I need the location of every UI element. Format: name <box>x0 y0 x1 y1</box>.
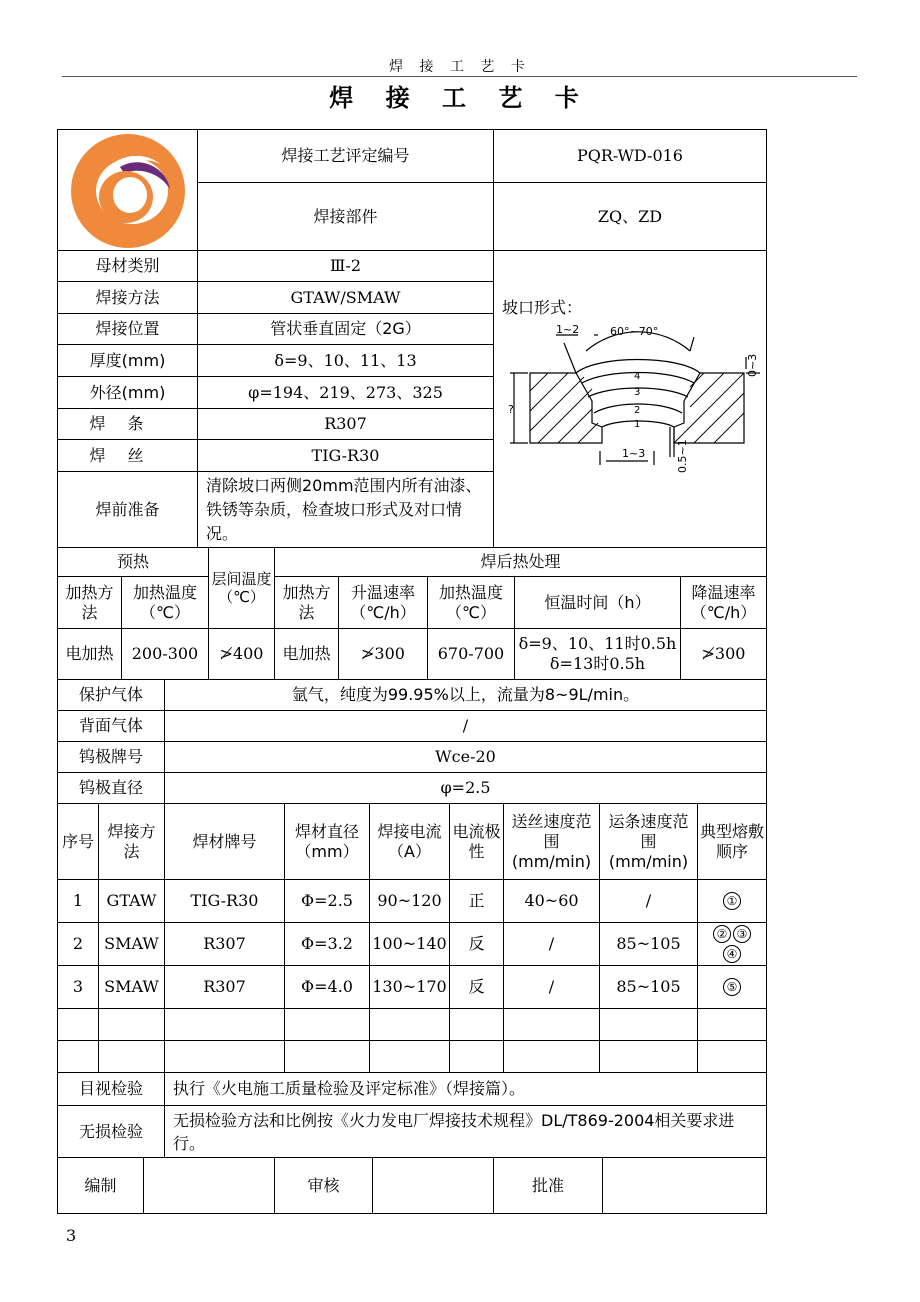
param-header: 焊材直径（mm） <box>284 803 370 880</box>
param-cell: / <box>503 922 600 966</box>
param-cell: 40~60 <box>503 879 600 923</box>
prep-text: 清除坡口两侧20mm范围内所有油漆、铁锈等杂质，检查坡口形式及对口情况。 <box>197 471 494 548</box>
param-cell: SMAW <box>98 922 165 966</box>
inspection-label: 无损检验 <box>57 1105 165 1158</box>
gas-value: Wce-20 <box>164 741 767 773</box>
empty-cell <box>697 1008 767 1041</box>
base-value: Ⅲ-2 <box>197 250 494 282</box>
groove-diagram <box>494 251 764 545</box>
param-cell: R307 <box>164 965 285 1009</box>
param-cell: 反 <box>449 965 504 1009</box>
sub-header: 加热温度（℃） <box>427 576 515 629</box>
base-value: δ=9、10、11、13 <box>197 344 494 377</box>
empty-cell <box>98 1040 165 1073</box>
sub-header: 加热温度（℃） <box>121 576 209 629</box>
empty-cell <box>449 1040 504 1073</box>
empty-cell <box>449 1008 504 1041</box>
empty-cell <box>284 1040 370 1073</box>
empty-cell <box>164 1040 285 1073</box>
gas-value: / <box>164 710 767 742</box>
param-header: 电流极性 <box>449 803 504 880</box>
sequence-mark: ⑤ <box>723 978 741 996</box>
param-header: 序号 <box>57 803 99 880</box>
sign-field <box>372 1157 494 1214</box>
sequence-mark: ② <box>713 925 731 943</box>
pqr-value: PQR-WD-016 <box>493 129 767 183</box>
param-cell: Φ=2.5 <box>284 879 370 923</box>
sign-label: 批准 <box>493 1157 603 1214</box>
hold-time <box>514 628 681 680</box>
hold-time-line: δ=13时0.5h <box>549 654 646 673</box>
param-cell: 90~120 <box>369 879 450 923</box>
page-title: 焊 接 工 艺 卡 <box>329 84 591 112</box>
empty-cell <box>369 1008 450 1041</box>
param-cell: / <box>599 879 698 923</box>
sequence-mark: ① <box>723 892 741 910</box>
param-cell: R307 <box>164 922 285 966</box>
sign-label: 编制 <box>57 1157 144 1214</box>
empty-cell <box>697 1040 767 1073</box>
gas-label: 背面气体 <box>57 710 165 742</box>
param-header: 焊材牌号 <box>164 803 285 880</box>
cool-rate: ≯300 <box>680 628 767 680</box>
param-cell: TIG-R30 <box>164 879 285 923</box>
prep-label: 焊前准备 <box>57 471 198 548</box>
preheat-method: 电加热 <box>57 628 122 680</box>
gas-value: 氩气，纯度为99.95%以上，流量为8~9L/min。 <box>164 679 767 711</box>
param-header: 送丝速度范围(mm/min) <box>503 803 600 880</box>
param-cell: SMAW <box>98 965 165 1009</box>
param-cell: / <box>503 965 600 1009</box>
empty-cell <box>599 1040 698 1073</box>
base-label: 焊条 <box>57 408 198 440</box>
param-header: 典型熔敷顺序 <box>697 803 767 880</box>
pass-3: 3 <box>634 387 641 398</box>
empty-cell <box>503 1040 600 1073</box>
inspection-label: 目视检验 <box>57 1072 165 1106</box>
param-cell: 2 <box>57 922 99 966</box>
hold-time-line: δ=9、10、11时0.5h <box>518 634 677 653</box>
inspection-value: 无损检验方法和比例按《火力发电厂焊接技术规程》DL/T869-2004相关要求进行。 <box>164 1105 767 1158</box>
empty-cell <box>57 1040 99 1073</box>
pass-4: 4 <box>634 371 641 382</box>
groove-root-gap: 0.5~1 <box>676 439 689 473</box>
base-label: 焊接位置 <box>57 313 198 345</box>
interpass-temp: ≯400 <box>208 628 275 680</box>
empty-cell <box>369 1040 450 1073</box>
part-value: ZQ、ZD <box>493 182 767 251</box>
empty-cell <box>503 1008 600 1041</box>
param-cell <box>697 922 767 966</box>
header-rule <box>62 76 857 77</box>
running-header: 焊 接 工 艺 卡 <box>389 59 531 75</box>
post-method: 电加热 <box>274 628 339 680</box>
param-cell: Φ=4.0 <box>284 965 370 1009</box>
base-value: R307 <box>197 408 494 440</box>
sub-header: 升温速率（℃/h） <box>338 576 428 629</box>
empty-cell <box>284 1008 370 1041</box>
param-cell: 85~105 <box>599 965 698 1009</box>
rise-rate: ≯300 <box>338 628 428 680</box>
post-temp: 670-700 <box>427 628 515 680</box>
empty-cell <box>98 1008 165 1041</box>
param-header: 焊接电流（A） <box>369 803 450 880</box>
inspection-value: 执行《火电施工质量检验及评定标准》（焊接篇）。 <box>164 1072 767 1106</box>
logo-cell <box>57 129 198 251</box>
interpass-header: 层间温度（℃） <box>208 547 275 629</box>
sub-header: 加热方法 <box>274 576 339 629</box>
gas-label: 钨极直径 <box>57 772 165 804</box>
pwht-header: 焊后热处理 <box>274 547 767 577</box>
pass-2: 2 <box>634 405 641 416</box>
part-label: 焊接部件 <box>197 182 494 251</box>
base-label: 厚度(mm) <box>57 344 198 377</box>
sign-label: 审核 <box>274 1157 373 1214</box>
company-logo <box>66 131 190 249</box>
gas-value: φ=2.5 <box>164 772 767 804</box>
base-value: φ=194、219、273、325 <box>197 376 494 409</box>
param-cell <box>697 965 767 1009</box>
param-cell: Φ=3.2 <box>284 922 370 966</box>
empty-cell <box>599 1008 698 1041</box>
groove-thickness: ? <box>508 403 514 416</box>
empty-cell <box>57 1008 99 1041</box>
sign-field <box>143 1157 275 1214</box>
base-value: TIG-R30 <box>197 439 494 472</box>
base-value: 管状垂直固定（2G） <box>197 313 494 345</box>
param-cell <box>697 879 767 923</box>
base-label: 外径(mm) <box>57 376 198 409</box>
groove-angle: 60°~70° <box>610 325 659 338</box>
groove-land: 1~3 <box>622 447 646 460</box>
param-cell: 85~105 <box>599 922 698 966</box>
sequence-mark: ③ <box>733 925 751 943</box>
sub-header: 降温速率（℃/h） <box>680 576 767 629</box>
pqr-label: 焊接工艺评定编号 <box>197 129 494 183</box>
preheat-header: 预热 <box>57 547 209 577</box>
param-cell: 100~140 <box>369 922 450 966</box>
param-header: 运条速度范围(mm/min) <box>599 803 698 880</box>
param-header: 焊接方法 <box>98 803 165 880</box>
groove-root-face: 0~3 <box>746 353 759 377</box>
gas-label: 保护气体 <box>57 679 165 711</box>
param-cell: GTAW <box>98 879 165 923</box>
pass-1: 1 <box>634 419 641 430</box>
empty-cell <box>164 1008 285 1041</box>
param-cell: 3 <box>57 965 99 1009</box>
base-value: GTAW/SMAW <box>197 281 494 314</box>
base-label: 焊接方法 <box>57 281 198 314</box>
page-number: 3 <box>66 1226 77 1245</box>
base-label: 母材类别 <box>57 250 198 282</box>
sequence-mark: ④ <box>723 945 741 963</box>
sign-field <box>602 1157 767 1214</box>
gas-label: 钨极牌号 <box>57 741 165 773</box>
sub-header: 加热方法 <box>57 576 122 629</box>
param-cell: 正 <box>449 879 504 923</box>
groove-label: 坡口形式： <box>502 298 583 317</box>
base-label: 焊丝 <box>57 439 198 472</box>
sub-header: 恒温时间（h） <box>514 576 681 629</box>
preheat-temp: 200-300 <box>121 628 209 680</box>
groove-cell <box>493 250 767 548</box>
groove-gap: 1~2 <box>556 323 580 336</box>
param-cell: 130~170 <box>369 965 450 1009</box>
param-cell: 反 <box>449 922 504 966</box>
param-cell: 1 <box>57 879 99 923</box>
